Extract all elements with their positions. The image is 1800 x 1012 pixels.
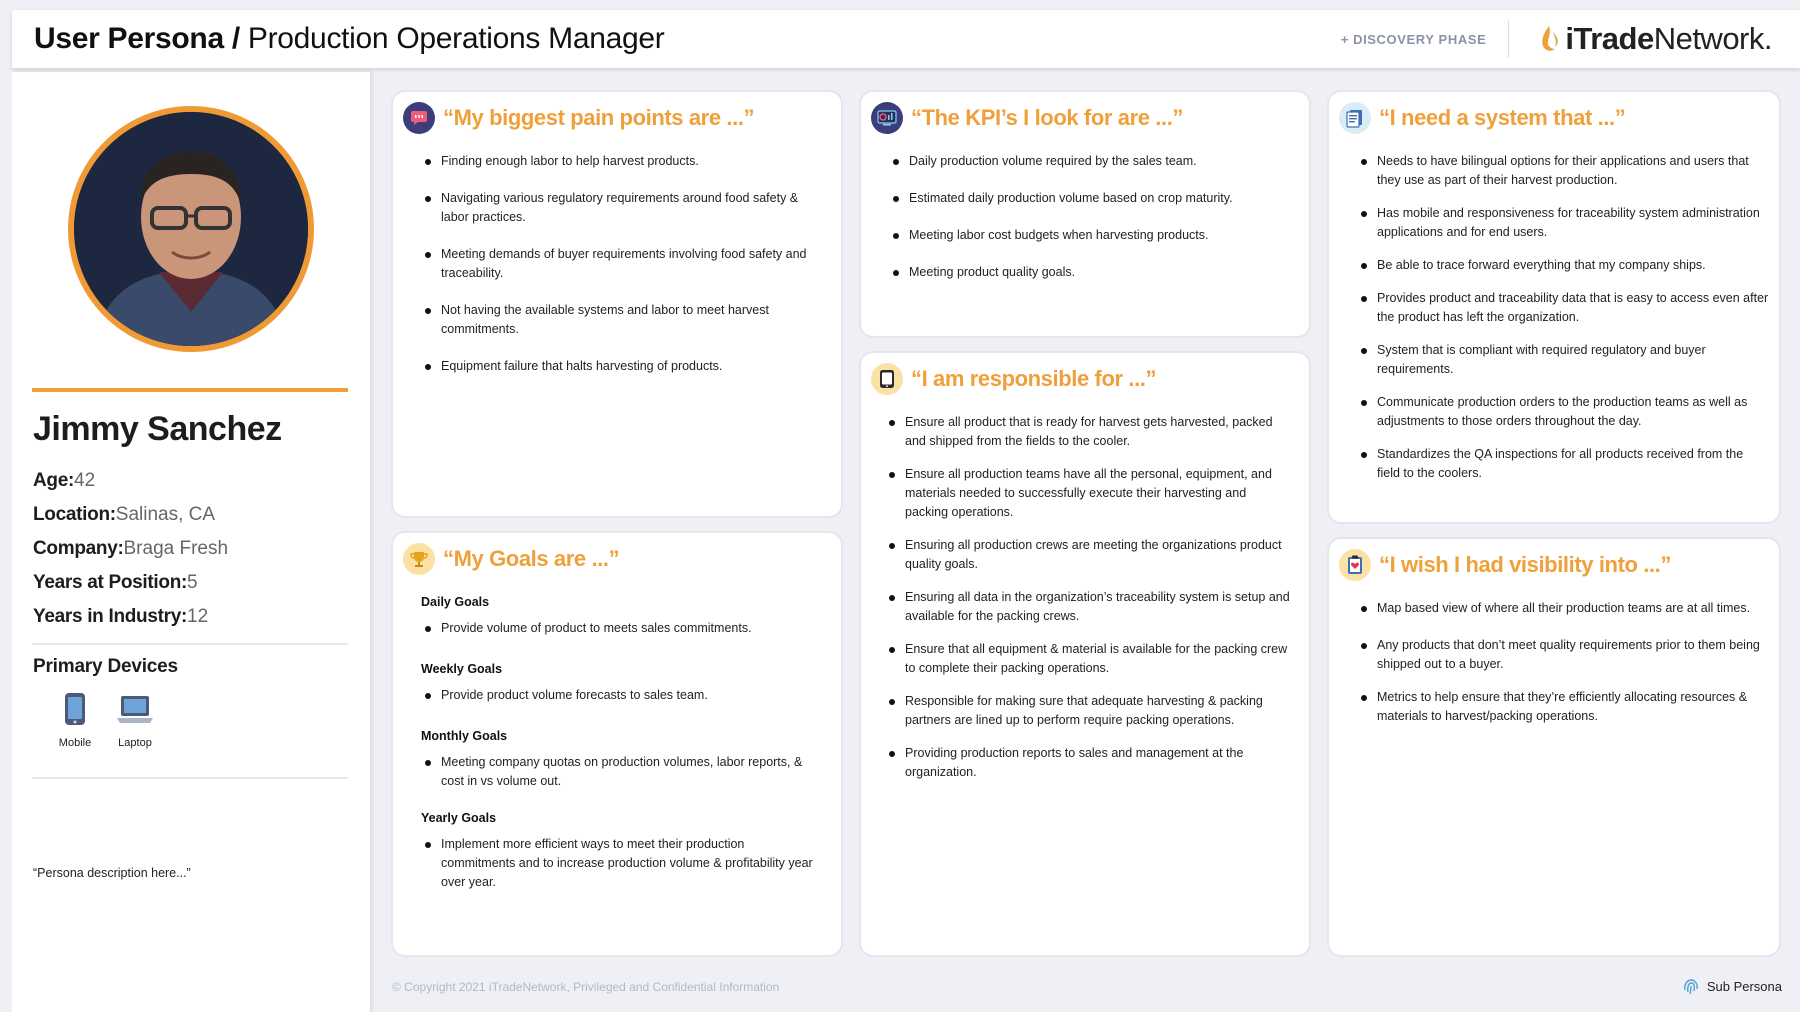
persona-name: Jimmy Sanchez	[33, 410, 282, 448]
list-item: Estimated daily production volume based on crop maturity.	[891, 189, 1287, 208]
company-logo	[1509, 21, 1800, 57]
card-title: “I need a system that ...”	[1379, 105, 1626, 130]
list-item: Ensure all product that is ready for harvest gets harvested, packed and shipped from the fields to the cooler.	[887, 413, 1291, 451]
list-item: Ensure all production teams have all the personal, equipment, and materials needed to successfully execute their harvesting and packing operations.	[887, 465, 1291, 522]
title-role: Production Operations Manager	[247, 22, 665, 55]
card-title: “My Goals are ...”	[443, 546, 620, 571]
list-item: Not having the available systems and labor to meet harvest commitments.	[423, 301, 819, 339]
kpis-list	[891, 152, 1287, 282]
list-item: Equipment failure that halts harvesting of products.	[423, 357, 819, 376]
divider	[32, 643, 348, 645]
goal-group-label: Daily Goals	[421, 595, 490, 609]
list-item: Any products that don’t meet quality requirements prior to them being shipped out to a buyer.	[1359, 636, 1769, 674]
list-item: Provide product volume forecasts to sales team.	[423, 686, 819, 705]
page-header	[12, 10, 1800, 68]
fact-age: Age:42	[33, 470, 96, 491]
mobile-phone-icon	[64, 692, 86, 726]
visibility-list	[1359, 599, 1769, 726]
sub-persona-link[interactable]	[1681, 976, 1782, 996]
list-item: Meeting demands of buyer requirements involving food safety and traceability.	[423, 245, 819, 283]
chat-bubble-icon	[403, 102, 435, 134]
list-item: Meeting company quotas on production volumes, labor reports, & cost in vs volume out.	[423, 753, 819, 791]
divider	[32, 777, 348, 779]
laptop-icon	[115, 692, 155, 726]
persona-facts	[33, 464, 228, 634]
list-item: Needs to have bilingual options for their applications and users that they use as part of their harvest production.	[1359, 152, 1769, 190]
fact-years-at-position: Years at Position:5	[33, 572, 198, 593]
pain-points-card	[391, 90, 843, 518]
responsibilities-list	[887, 413, 1291, 782]
goal-list	[423, 835, 819, 892]
pain-points-list	[423, 152, 819, 376]
card-header	[871, 363, 1156, 395]
persona-description: “Persona description here...”	[33, 866, 191, 880]
fingerprint-icon	[1681, 976, 1701, 996]
system-needs-list	[1359, 152, 1769, 483]
fact-company: Company:Braga Fresh	[33, 538, 229, 559]
responsibilities-card	[859, 351, 1311, 957]
fact-location: Location:Salinas, CA	[33, 504, 216, 525]
card-title: “The KPI’s I look for are ...”	[911, 105, 1184, 130]
list-item: Provide volume of product to meets sales commitments.	[423, 619, 819, 638]
sub-persona-label: Sub Persona	[1706, 978, 1782, 994]
list-item: Responsible for making sure that adequate harvesting & packing partners are lined up to perform require packing operations.	[887, 692, 1291, 730]
document-list-icon	[1339, 102, 1371, 134]
goal-list	[423, 619, 819, 638]
page-title	[34, 22, 664, 56]
list-item: Communicate production orders to the production teams as well as adjustments to those orders throughout the day.	[1359, 393, 1769, 431]
list-item: Meeting product quality goals.	[891, 263, 1287, 282]
card-title: “I wish I had visibility into ...”	[1379, 552, 1671, 577]
card-title: “I am responsible for ...”	[911, 366, 1157, 391]
goal-group-label: Monthly Goals	[421, 729, 508, 743]
goal-group-label: Yearly Goals	[421, 811, 497, 825]
title-separator: /	[231, 22, 240, 55]
list-item: Navigating various regulatory requirements around food safety & labor practices.	[423, 189, 819, 227]
dashboard-icon	[871, 102, 903, 134]
goal-group-label: Weekly Goals	[421, 662, 503, 676]
goals-card	[391, 531, 843, 957]
list-item: Map based view of where all their production teams are at all times.	[1359, 599, 1769, 618]
flame-logo-icon	[1537, 24, 1561, 54]
avatar-portrait	[74, 112, 308, 346]
logo-wordmark-bold: iTrade	[1565, 21, 1654, 56]
list-item: Metrics to help ensure that they’re efficiently allocating resources & materials to harvest/packing operations.	[1359, 688, 1769, 726]
list-item: Provides product and traceability data that is easy to access even after the product has left the organization.	[1359, 289, 1769, 327]
goal-list	[423, 686, 819, 705]
card-header	[403, 102, 754, 134]
list-item: Daily production volume required by the sales team.	[891, 152, 1287, 171]
list-item: Providing production reports to sales and management at the organization.	[887, 744, 1291, 782]
devices-title: Primary Devices	[33, 656, 178, 677]
list-item: Ensuring all data in the organization’s traceability system is setup and available for the packing crews.	[887, 588, 1291, 626]
fact-years-in-industry: Years in Industry:12	[33, 606, 209, 627]
list-item: Meeting labor cost budgets when harvesting products.	[891, 226, 1287, 245]
kpis-card	[859, 90, 1311, 338]
device-laptop: Laptop	[100, 692, 170, 749]
phase-label[interactable]: + DISCOVERY PHASE	[1340, 31, 1487, 47]
card-header	[1339, 102, 1625, 134]
logo-wordmark-rest: Network.	[1653, 21, 1772, 56]
list-item: Has mobile and responsiveness for traceability system administration applications and for end users.	[1359, 204, 1769, 242]
list-item: Ensuring all production crews are meeting the organizations product quality goals.	[887, 536, 1291, 574]
tablet-icon	[871, 363, 903, 395]
device-mobile: Mobile	[40, 692, 110, 749]
list-item: Ensure that all equipment & material is available for the packing crew to complete their packing operations.	[887, 640, 1291, 678]
goal-list	[423, 753, 819, 791]
card-header	[1339, 549, 1671, 581]
list-item: Implement more efficient ways to meet their production commitments and to increase production volume & profitability year over year.	[423, 835, 819, 892]
persona-sidebar	[12, 72, 370, 1012]
copyright-notice: © Copyright 2021 iTradeNetwork, Privileged and Confidential Information	[392, 980, 780, 994]
trophy-icon	[403, 543, 435, 575]
card-header	[403, 543, 619, 575]
title-prefix: User Persona	[34, 22, 224, 55]
accent-divider	[32, 388, 348, 392]
list-item: System that is compliant with required regulatory and buyer requirements.	[1359, 341, 1769, 379]
system-needs-card	[1327, 90, 1781, 524]
header-right	[1341, 10, 1800, 68]
card-header	[871, 102, 1183, 134]
list-item: Be able to trace forward everything that my company ships.	[1359, 256, 1769, 275]
clipboard-heart-icon	[1339, 549, 1371, 581]
card-title: “My biggest pain points are ...”	[443, 105, 755, 130]
avatar	[68, 106, 314, 352]
list-item: Finding enough labor to help harvest products.	[423, 152, 819, 171]
list-item: Standardizes the QA inspections for all products received from the field to the coolers.	[1359, 445, 1769, 483]
visibility-card	[1327, 537, 1781, 957]
